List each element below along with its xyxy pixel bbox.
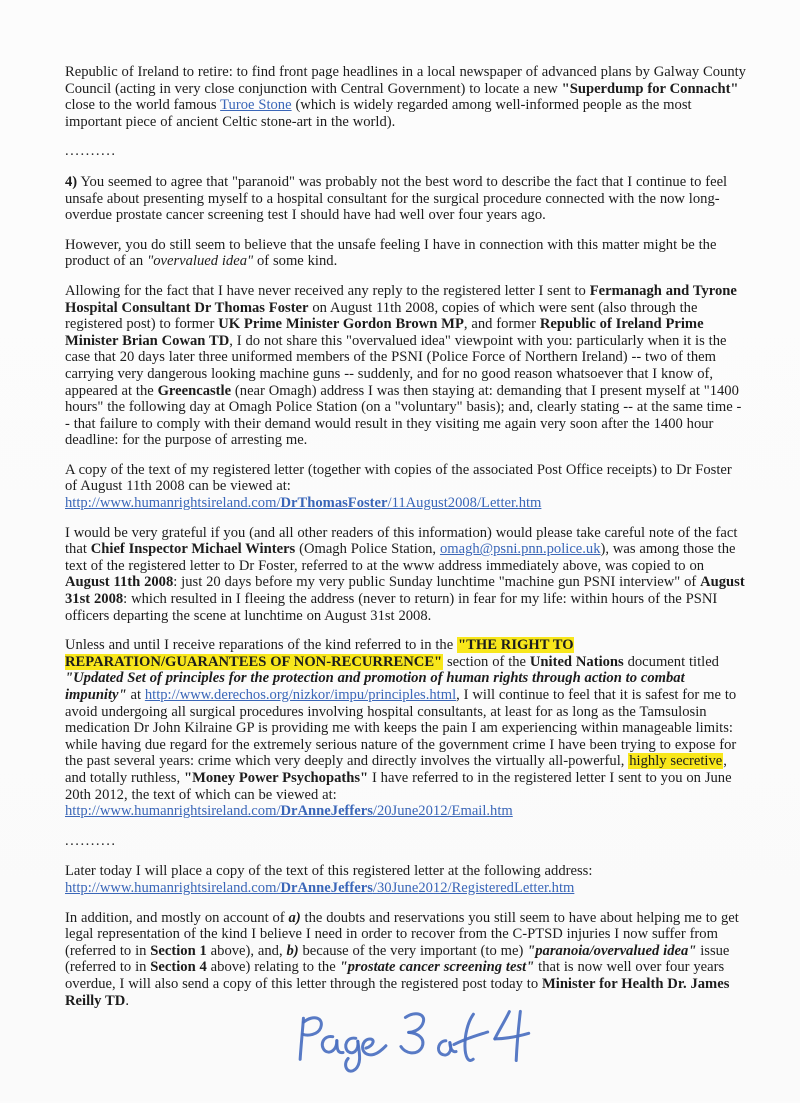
text-run: (which is widely regarded among well-informed people as the most important piece of ancient Celtic stone-art in the world). [65, 97, 692, 130]
text-run: b) [286, 942, 299, 959]
text-run: at [126, 687, 145, 703]
text-run: I would be very grateful if you (and all other readers of this information) would please take careful note of the fact that [65, 524, 738, 558]
text-run: the doubts and reservations you still seem to have about helping me to get legal representation of the kind I believe I need in order to recover from the C-PTSD injuries I now suffer from (referred to in [65, 909, 739, 959]
text-run: "Money Power Psychopaths" [183, 769, 369, 786]
text-run: (near Omagh) address I was then staying at: demanding that I present myself at "1400 hours" the following day at Omagh Police Station (on a "voluntary" basis); and, clearly stating -- at the same time -- that failure to comply with their demand would result in they visiting me again very soon after the 1400 hour deadline: for the purpose of arresting me. [65, 382, 742, 449]
text-run: above), and, [206, 942, 287, 959]
text-run: document titled [623, 653, 719, 670]
paragraph [65, 637, 746, 820]
text-run: Section 4 [150, 959, 207, 976]
text-run: : which resulted in I fleeing the address (never to return) in fear for my life: within hours of the PSNI officers departing the scene at lunchtime on August 31st 2008. [65, 591, 718, 624]
text-run: a) [288, 909, 301, 926]
text-run: of some kind. [253, 253, 338, 270]
text-run: on August 11th 2008, copies of which were sent (also through the registered post) to former [65, 299, 698, 333]
text-run: that is now well over four years overdue, I will also send a copy of this letter through the registered post today to [65, 959, 725, 992]
paragraph [65, 237, 746, 270]
registered-letter-url[interactable]: DrAnneJeffers [280, 879, 373, 896]
text-run: I have referred to in the registered letter I sent to you on June 20th 2012, the text of which can be viewed at: [65, 769, 732, 803]
jeffers-email-url[interactable]: DrAnneJeffers [280, 803, 373, 820]
text-run: , and totally ruthless, [65, 753, 727, 786]
paragraph [65, 525, 746, 625]
jeffers-email-url[interactable]: /20June2012/Email.htm [372, 803, 513, 820]
text-run: UK Prime Minister Gordon Brown MP [218, 316, 464, 333]
text-run: "overvalued idea" [147, 253, 254, 270]
foster-letter-url[interactable]: http://www.humanrightsireland.com/ [65, 495, 281, 512]
paragraph [65, 863, 746, 896]
letter-body [65, 64, 746, 1009]
text-run: Republic of Ireland to retire: to find front page headlines in a local newspaper of advanced plans by Galway County Council (acting in very close conjunction with Central Government) to locate a new [65, 64, 746, 97]
paragraph [65, 462, 746, 512]
jeffers-email-url[interactable]: http://www.humanrightsireland.com/ [65, 803, 281, 820]
foster-letter-url[interactable]: DrThomasFoster [280, 495, 388, 512]
text-run: However, you do still seem to believe that the unsafe feeling I have in connection with this matter might be the product of an [65, 236, 717, 270]
text-run: close to the world famous [65, 97, 221, 114]
registered-letter-url[interactable]: http://www.humanrightsireland.com/ [65, 879, 281, 896]
registered-letter-url[interactable]: / [372, 879, 377, 896]
text-run: above) relating to the [206, 959, 340, 976]
separator-dots: .......... [65, 832, 117, 849]
text-run: In addition, and mostly on account of [65, 909, 289, 926]
text-run: , I do not share this "overvalued idea" viewpoint with you: particularly when it is the case that 20 days later three uniformed members of the PSNI (Police Force of Northern Ireland) -- two of them carrying very dangerous looking machine guns -- suddenly, and for no good reason whatsoever that I know of, appeared at the [65, 332, 727, 399]
text-run: . [125, 992, 129, 1009]
text-run: "Superdump for Connacht" [561, 80, 739, 97]
text-run: "paranoia/overvalued idea" [527, 942, 697, 959]
text-run: Minister for Health Dr. James Reilly TD [65, 975, 730, 1009]
paragraph [65, 910, 746, 1010]
text-run: "Updated Set of principles for the protection and promotion of human rights through action to combat impunity" [65, 670, 685, 703]
text-run: A copy of the text of my registered letter (together with copies of the associated Post Office receipts) to Dr Foster of August 11th 2008 can be viewed at: [65, 461, 732, 495]
paragraph [65, 174, 746, 224]
text-run: Section 1 [150, 942, 207, 959]
registered-letter-url[interactable]: 2012/RegisteredLetter.htm [418, 879, 575, 896]
text-run: , I will continue to feel that it is safest for me to avoid undergoing all surgical procedures involving hospital consultants, at least for as long as the Tamsulosin medication Dr John Kilraine GP is providing me with keeps the pain I am experiencing within manageable limits: while having due regard for the extremely serious nature of the government crime I have been trying to expose for the past several years: crime which very deeply and directly involves the virtually all-powerful, [65, 687, 737, 770]
paragraph [65, 64, 746, 130]
text-run: : just 20 days before my very public Sunday lunchtime "machine gun PSNI interview" of [173, 574, 701, 591]
text-run: highly secretive [629, 753, 723, 770]
text-run: because of the very important (to me) [298, 942, 528, 959]
separator-dots: .......... [65, 143, 117, 160]
text-run: Greencastle [157, 382, 232, 399]
handwritten-page-number [257, 997, 604, 1103]
text-run: "prostate cancer screening test" [339, 959, 535, 976]
registered-letter-url[interactable]: 30June [376, 879, 419, 896]
text-run: August 11th 2008 [65, 574, 174, 591]
text-run: Later today I will place a copy of the text of this registered letter at the following address: [65, 863, 593, 880]
paragraph [65, 283, 746, 449]
derechos-principles-url[interactable]: http://www.derechos.org/nizkor/impu/principles.html [144, 687, 457, 703]
foster-letter-url[interactable]: /11August2008/Letter.htm [387, 495, 542, 512]
text-run: issue (referred to in [65, 942, 730, 976]
text-run: United Nations [529, 653, 624, 670]
text-run: 4) [65, 173, 78, 190]
text-run: ), was among those the text of the registered letter to Dr Foster, referred to at the www address immediately above, was copied to on [65, 541, 736, 574]
text-run: (Omagh Police Station, [295, 541, 440, 558]
turoe-stone-link[interactable]: Turoe Stone [220, 97, 292, 114]
text-run: Chief Inspector Michael Winters [90, 541, 296, 558]
omagh-email-link[interactable]: omagh@psni.pnn.police.uk [439, 541, 601, 558]
text-run: Unless and until I receive reparations of the kind referred to in the [65, 637, 458, 654]
text-run: , and former [463, 316, 540, 333]
text-run: section of the [443, 653, 530, 670]
text-run: You seemed to agree that "paranoid" was probably not the best word to describe the fact that I continue to feel unsafe about presenting myself to a hospital consultant for the surgical procedure connected with the now long-overdue prostate cancer screening test I should have had well over four years ago. [65, 173, 728, 224]
text-run: Republic of Ireland Prime Minister Brian Cowan TD [65, 316, 704, 349]
text-run: Fermanagh and Tyrone Hospital Consultant Dr Thomas Foster [65, 282, 737, 316]
text-run: "THE RIGHT TO REPARATION/GUARANTEES OF NON-RECURRENCE" [65, 637, 574, 670]
text-run: August 31st 2008 [65, 574, 745, 608]
text-run: Allowing for the fact that I have never received any reply to the registered letter I sent to [65, 282, 590, 299]
